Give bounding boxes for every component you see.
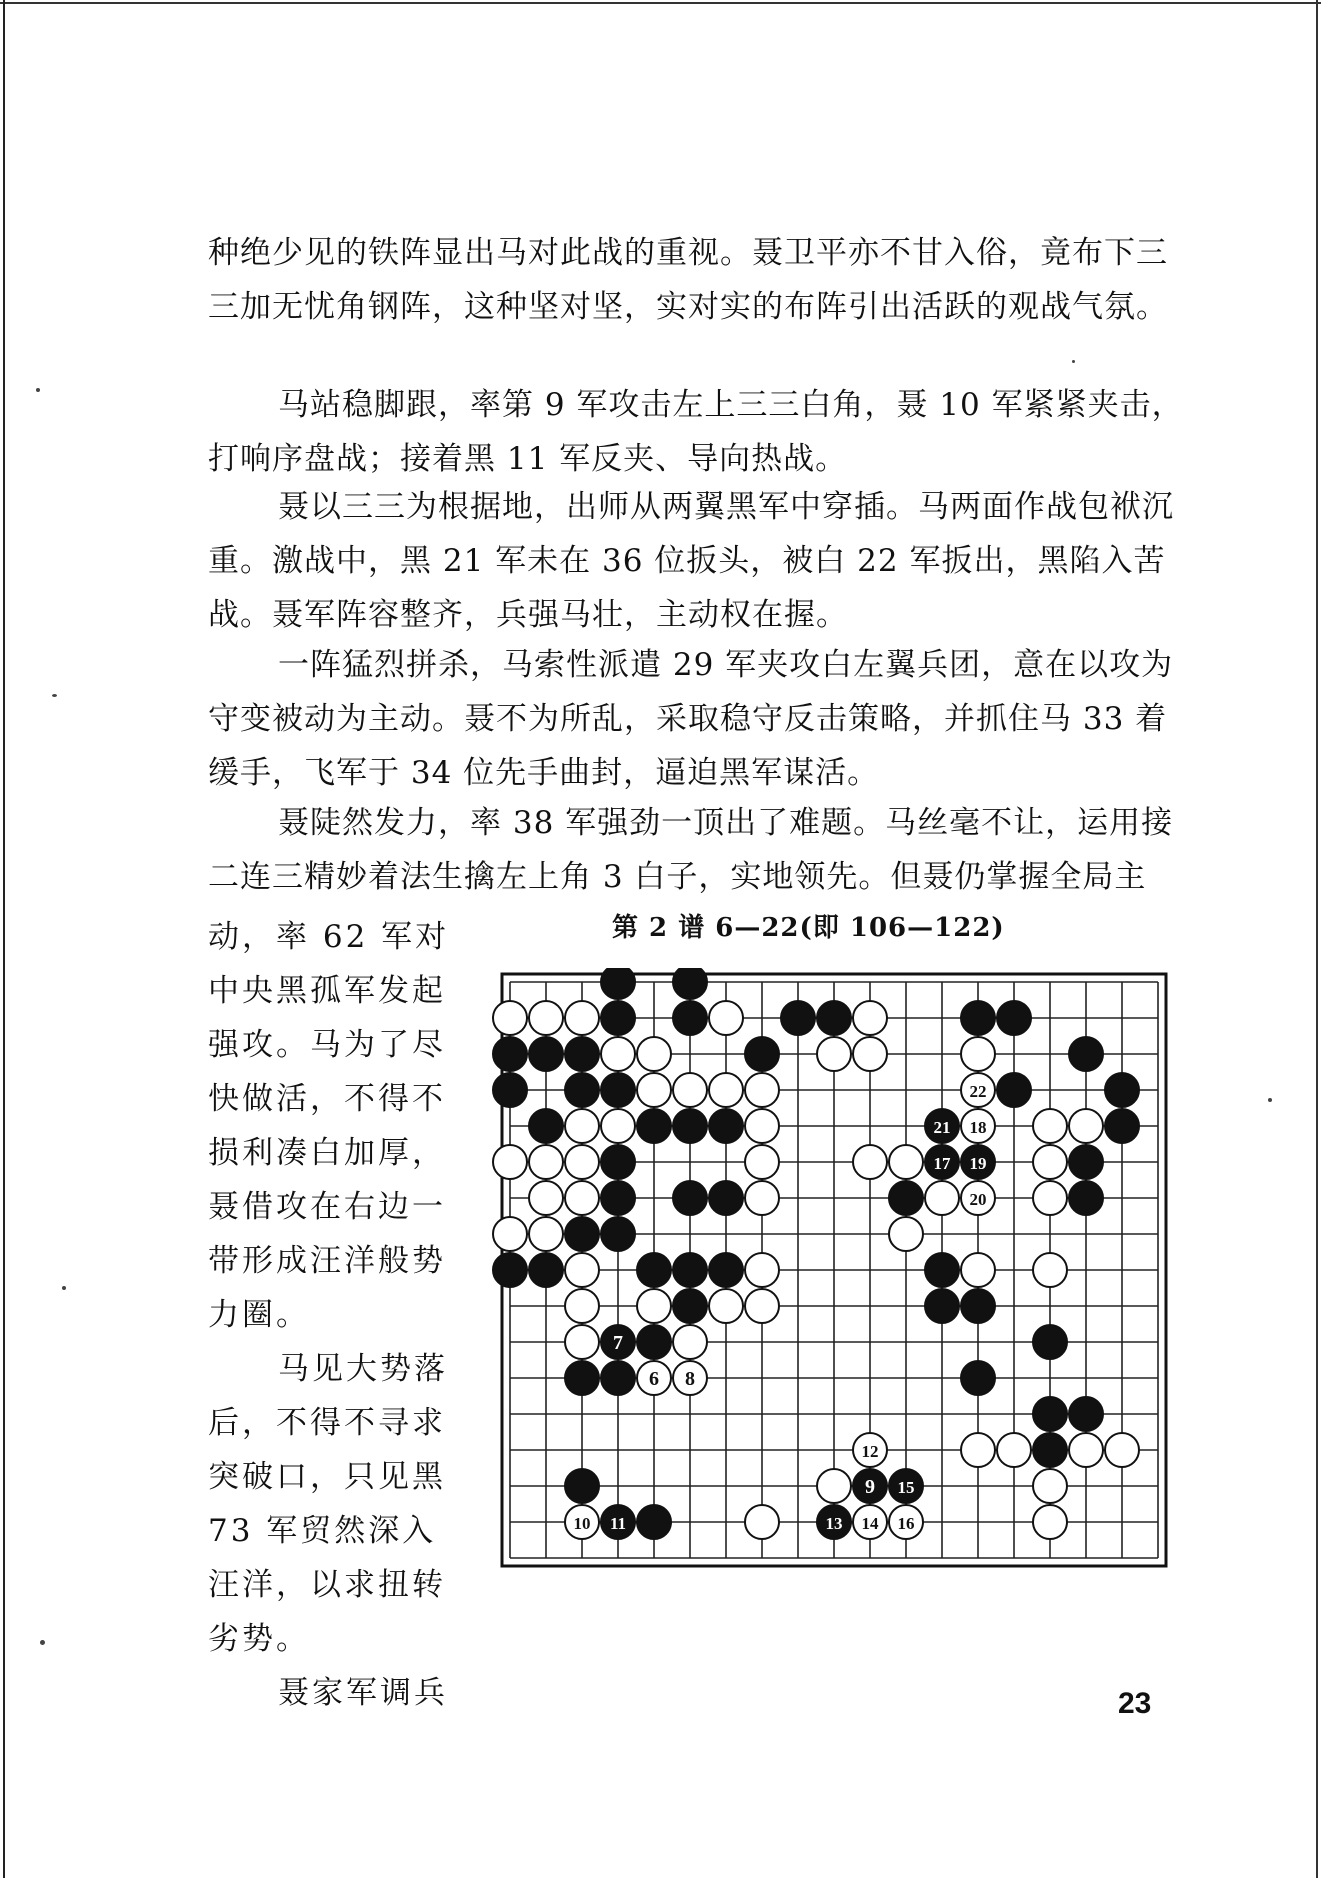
black-stone [601,1361,635,1395]
white-stone [817,1037,851,1071]
white-stone [565,1001,599,1035]
paragraph-4: 一阵猛烈拼杀，马索性派遣 29 军夹攻白左翼兵团，意在以攻为守变被动为主动。聂不为所乱，采取稳守反击策略，并抓住马 33 着缓手，飞军于 34 位先手曲封，逼迫黑军谋活。 [208,647,1174,791]
black-stone [1033,1433,1067,1467]
black-stone [997,1001,1031,1035]
white-stone [853,1037,887,1071]
black-stone [1069,1145,1103,1179]
white-stone [601,1037,635,1071]
go-board-diagram [490,968,1180,1648]
black-stone [745,1037,779,1071]
black-stone [529,1253,563,1287]
black-stone [637,1505,671,1539]
diagram-caption: 第 2 谱 6—22(即 106—122) [612,913,1005,943]
black-stone [529,1037,563,1071]
black-stone [1069,1181,1103,1215]
move-number-label: 10 [573,1514,591,1533]
black-stone [709,1109,743,1143]
white-stone [565,1145,599,1179]
black-stone [565,1469,599,1503]
white-stone [601,1109,635,1143]
white-stone [1033,1253,1067,1287]
move-number-label: 12 [861,1442,879,1461]
move-number-label: 8 [685,1368,695,1390]
black-stone [493,1073,527,1107]
white-stone [1069,1109,1103,1143]
white-stone [565,1109,599,1143]
black-stone [961,1001,995,1035]
paragraph-2: 马站稳脚跟，率第 9 军攻击左上三三白角，聂 10 军紧紧夹击，打响序盘战；接着黑 11 军反夹、导向热战。 [208,387,1184,477]
white-stone [961,1253,995,1287]
black-stone [601,1001,635,1035]
white-stone [853,1145,887,1179]
side-text-column [208,910,468,1720]
black-stone [673,968,707,999]
black-stone [961,1289,995,1323]
scan-edge-right [1316,0,1318,1878]
white-stone [529,1181,563,1215]
white-stone [997,1433,1031,1467]
page-number: 23 [1118,1687,1152,1720]
move-number-label: 17 [933,1154,951,1173]
white-stone [673,1073,707,1107]
white-stone [529,1145,563,1179]
black-stone [565,1217,599,1251]
black-stone [673,1181,707,1215]
black-stone [529,1109,563,1143]
white-stone [637,1289,671,1323]
black-stone [601,1073,635,1107]
white-stone [961,1109,995,1143]
white-stone [889,1505,923,1539]
black-stone [1033,1325,1067,1359]
white-stone [745,1505,779,1539]
white-stone [745,1073,779,1107]
scan-speck [1072,360,1075,363]
white-stone [745,1289,779,1323]
move-number-label: 15 [897,1478,915,1497]
black-stone [817,1505,851,1539]
move-number-label: 13 [825,1514,843,1533]
scan-speck [36,388,40,392]
white-stone [1069,1433,1103,1467]
black-stone [997,1073,1031,1107]
white-stone [961,1181,995,1215]
move-number-label: 16 [897,1514,915,1533]
white-stone [565,1181,599,1215]
white-stone [637,1037,671,1071]
white-stone [565,1505,599,1539]
move-number-label: 6 [649,1368,659,1390]
move-number-label: 20 [969,1190,987,1209]
move-number-label: 11 [609,1514,627,1533]
paragraph-5: 聂陡然发力，率 38 军强劲一顶出了难题。马丝毫不让，运用接二连三精妙着法生擒左上角 3 白子，实地领先。但聂仍掌握全局主 [208,805,1174,895]
black-stone [673,1001,707,1035]
white-stone [565,1325,599,1359]
white-stone [745,1253,779,1287]
black-stone [565,1037,599,1071]
black-stone [853,1469,887,1503]
paragraph-3: 聂以三三为根据地，出师从两翼黑军中穿插。马两面作战包袱沉重。激战中，黑 21 军未在 36 位扳头，被白 22 军扳出，黑陷入苦战。聂军阵容整齐，兵强马壮，主动权在握。 [208,489,1174,633]
scan-edge-top [0,2,1321,4]
black-stone [889,1469,923,1503]
side-paragraph-2: 马见大势落后，不得不寻求突破口，只见黑 73 军贸然深入汪洋，以求扭转劣势。 [208,1351,448,1657]
scan-speck [1268,1098,1272,1102]
black-stone [565,1361,599,1395]
white-stone [1033,1145,1067,1179]
white-stone [817,1469,851,1503]
black-stone [601,968,635,999]
white-stone [889,1145,923,1179]
scan-speck [62,1286,66,1290]
white-stone [1033,1181,1067,1215]
black-stone [601,1505,635,1539]
white-stone [673,1325,707,1359]
white-stone [1033,1469,1067,1503]
black-stone [925,1145,959,1179]
move-number-label: 19 [969,1154,987,1173]
white-stone [493,1217,527,1251]
white-stone [493,1145,527,1179]
black-stone [709,1253,743,1287]
move-number-label: 22 [969,1082,987,1101]
white-stone [853,1433,887,1467]
black-stone [637,1325,671,1359]
black-stone [889,1181,923,1215]
black-stone [709,1181,743,1215]
white-stone [853,1001,887,1035]
black-stone [961,1145,995,1179]
white-stone [925,1181,959,1215]
black-stone [637,1109,671,1143]
white-stone [745,1181,779,1215]
black-stone [925,1109,959,1143]
scan-edge-left [3,0,5,1878]
move-number-label: 9 [865,1476,875,1498]
black-stone [925,1253,959,1287]
white-stone [565,1289,599,1323]
move-number-label: 14 [861,1514,879,1533]
black-stone [1105,1109,1139,1143]
black-stone [493,1253,527,1287]
white-stone [1033,1109,1067,1143]
scan-speck [52,694,57,697]
white-stone [637,1073,671,1107]
black-stone [1105,1073,1139,1107]
side-paragraph-1: 动，率 62 军对中央黑孤军发起强攻。马为了尽快做活，不得不损利凑白加厚，聂借攻在右边一带形成汪洋般势力圈。 [208,919,450,1333]
move-number-label: 21 [933,1118,951,1137]
black-stone [601,1217,635,1251]
black-stone [637,1253,671,1287]
black-stone [1069,1037,1103,1071]
black-stone [601,1145,635,1179]
white-stone [673,1361,707,1395]
white-stone [493,1001,527,1035]
black-stone [925,1289,959,1323]
black-stone [673,1289,707,1323]
white-stone [853,1505,887,1539]
white-stone [565,1253,599,1287]
white-stone [745,1145,779,1179]
white-stone [961,1433,995,1467]
white-stone [529,1217,563,1251]
white-stone [709,1289,743,1323]
white-stone [745,1109,779,1143]
white-stone [709,1001,743,1035]
black-stone [493,1037,527,1071]
black-stone [961,1361,995,1395]
black-stone [601,1181,635,1215]
move-number-label: 7 [613,1332,623,1354]
scan-speck [40,1640,45,1645]
black-stone [565,1073,599,1107]
black-stone [781,1001,815,1035]
move-number-label: 18 [969,1118,987,1137]
white-stone [889,1217,923,1251]
white-stone [961,1037,995,1071]
black-stone [673,1109,707,1143]
white-stone [637,1361,671,1395]
paragraph-1: 种绝少见的铁阵显出马对此战的重视。聂卫平亦不甘入俗，竟布下三三加无忧角钢阵，这种坚对坚，实对实的布阵引出活跃的观战气氛。 [208,235,1168,325]
black-stone [1069,1397,1103,1431]
side-paragraph-3: 聂家军调兵 [278,1675,448,1711]
black-stone [1033,1397,1067,1431]
black-stone [817,1001,851,1035]
white-stone [1105,1433,1139,1467]
white-stone [529,1001,563,1035]
white-stone [709,1073,743,1107]
black-stone [673,1253,707,1287]
white-stone [1033,1505,1067,1539]
white-stone [961,1073,995,1107]
black-stone [601,1325,635,1359]
